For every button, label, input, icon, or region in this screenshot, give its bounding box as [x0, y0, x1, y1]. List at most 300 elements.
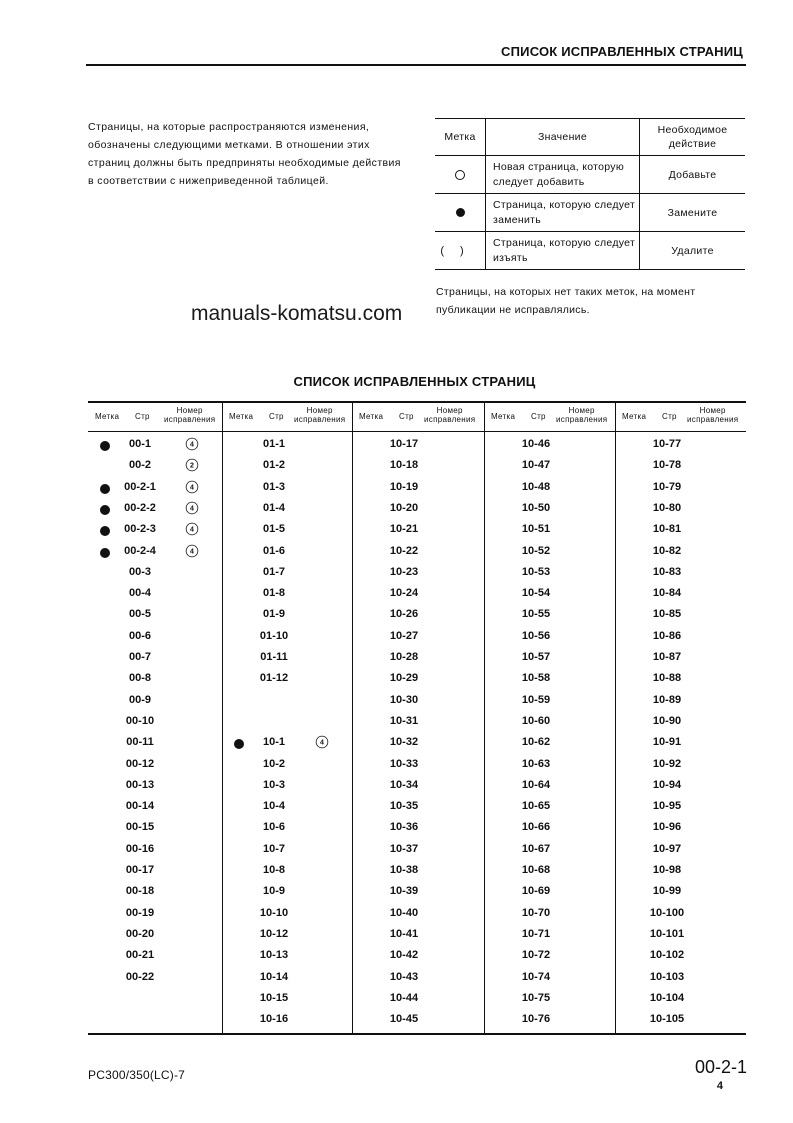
page-list-row: [615, 564, 746, 585]
legend-row-remove: [435, 232, 745, 270]
page-list-row: [615, 905, 746, 926]
filled-circle-icon: [100, 441, 110, 451]
page-number: 10-99: [652, 885, 682, 898]
page-number: 10-32: [389, 736, 419, 749]
page-number: 10-40: [389, 906, 419, 919]
page-number: 10-30: [389, 693, 419, 706]
page-list-row: [88, 692, 222, 713]
page-number: 10-51: [521, 523, 551, 536]
page-list-row: [615, 457, 746, 478]
page-list-row: [484, 798, 615, 819]
page-list-column: [352, 401, 484, 1034]
page-number: 01-7: [262, 565, 286, 578]
column-header-revision: [164, 406, 215, 424]
page-list-row: [222, 649, 352, 670]
page-number: 10-76: [521, 1013, 551, 1026]
page-number: 10-90: [652, 714, 682, 727]
column-header-revision-line2: исправления: [294, 415, 346, 424]
column-header-revision: [556, 406, 607, 424]
page-number: 10-46: [521, 438, 551, 450]
page-number: 10-105: [649, 1013, 685, 1026]
revision-number: 2: [186, 459, 198, 471]
page-list-row: [352, 734, 484, 755]
page-list-row: [615, 713, 746, 734]
page-list-row: [615, 926, 746, 947]
page-number: 10-89: [652, 693, 682, 706]
page-list-row: [484, 905, 615, 926]
page-number: 10-16: [259, 1013, 289, 1026]
column-header-revision: [294, 406, 345, 424]
page-list-row: [352, 841, 484, 862]
page-header-title: СПИСОК ИСПРАВЛЕННЫХ СТРАНИЦ: [501, 44, 743, 59]
footer-model: PC300/350(LC)-7: [88, 1068, 186, 1082]
page-list-row: [484, 649, 615, 670]
page-number: 10-44: [389, 991, 419, 1004]
page-list-row: [88, 841, 222, 862]
page-number: 10-50: [521, 501, 551, 514]
page-list-row: [484, 436, 615, 457]
page-list-row: [222, 841, 352, 862]
page-list-column: [222, 401, 352, 1034]
page-number: 00-2-1: [124, 480, 156, 493]
footer-page-number: 00-2-1: [694, 1057, 747, 1077]
page-list-row: [352, 1011, 484, 1032]
column-divider: [484, 401, 485, 1034]
page-number: 10-1: [262, 736, 286, 749]
page-list-row: [88, 457, 222, 478]
page-number: 10-103: [649, 970, 685, 983]
page-number: 10-36: [389, 821, 419, 834]
page-number: 10-4: [262, 800, 286, 813]
column-header-revision-line2: исправления: [424, 415, 476, 424]
page-number: 00-8: [128, 672, 152, 685]
page-number: 00-2-3: [124, 523, 156, 536]
filled-circle-icon: [100, 526, 110, 536]
page-list-row: [615, 436, 746, 457]
page-number: 00-14: [125, 800, 155, 813]
page-number: 10-41: [389, 927, 419, 940]
column-header-revision: [424, 406, 475, 424]
page-list-row: [484, 564, 615, 585]
page-number: 00-16: [125, 842, 155, 855]
page-list-row: [222, 777, 352, 798]
page-list-row: [484, 734, 615, 755]
page-number: 10-65: [521, 800, 551, 813]
page-number: 10-38: [389, 864, 419, 876]
page-number: 10-104: [649, 991, 685, 1004]
page-list-row: [615, 734, 746, 755]
page-number: 00-3: [128, 565, 152, 578]
page-list-row: [88, 628, 222, 649]
revision-number: 4: [186, 502, 198, 514]
page-list-row: [88, 585, 222, 606]
page-number: 10-53: [521, 565, 551, 578]
page-list-row: [352, 585, 484, 606]
page-list-row: [352, 628, 484, 649]
page-number: 10-70: [521, 906, 551, 919]
page-number: 10-42: [389, 949, 419, 962]
page-list-row: [222, 564, 352, 585]
page-list-row: [615, 670, 746, 691]
page-number: 00-9: [128, 693, 152, 706]
page-number: 10-92: [652, 757, 682, 770]
page-list-row: [352, 756, 484, 777]
page-number: 10-64: [521, 778, 551, 791]
page-number: 10-79: [652, 480, 682, 493]
column-header-mark: Метка: [359, 412, 384, 421]
legend-action: Замените: [667, 206, 718, 219]
page-list-row: [222, 905, 352, 926]
page-number: 10-3: [262, 778, 286, 791]
page-number: 10-68: [521, 864, 551, 876]
page-number: 00-2-4: [124, 544, 156, 557]
page-number: 10-20: [389, 501, 419, 514]
legend-meaning: Страница, которую следует заменить: [486, 194, 640, 231]
page-list-row: [615, 862, 746, 883]
page-list-row: [88, 479, 222, 500]
page-list-column: [484, 401, 615, 1034]
page-number: 10-87: [652, 651, 682, 663]
page-number: 10-81: [652, 523, 682, 536]
page-list-row: [222, 798, 352, 819]
page-number: 10-31: [389, 714, 419, 727]
page-list-row: [88, 969, 222, 990]
page-number: 01-9: [262, 608, 286, 621]
page-list-row: [484, 628, 615, 649]
page-number: 10-29: [389, 672, 419, 685]
page-number: 10-39: [389, 885, 419, 898]
page-list-row: [352, 543, 484, 564]
parentheses-icon: (): [435, 232, 486, 269]
revised-pages-table: [88, 401, 746, 1035]
page-number: 00-22: [125, 970, 155, 983]
page-number: 00-11: [126, 736, 154, 749]
page-number: 01-11: [260, 651, 288, 663]
page-list-row: [222, 713, 352, 734]
revision-number: 4: [186, 544, 198, 556]
page-list-row: [88, 819, 222, 840]
page-list-row: [615, 969, 746, 990]
page-number: 10-33: [389, 757, 419, 770]
page-number: 01-2: [262, 459, 286, 472]
page-list-row: [615, 628, 746, 649]
page-list-row: [222, 543, 352, 564]
column-header-page: Стр: [135, 412, 150, 421]
page-number: 00-6: [128, 629, 152, 642]
legend-row-replace: [435, 194, 745, 232]
page-list-row: [484, 606, 615, 627]
page-number: 10-88: [652, 672, 682, 685]
page-number: 10-97: [652, 842, 682, 855]
page-list-row: [484, 670, 615, 691]
column-header-page: Стр: [662, 412, 677, 421]
page-number: 10-75: [521, 991, 551, 1004]
page-number: 01-4: [262, 501, 286, 514]
page-number: 10-77: [652, 438, 682, 450]
legend-row-add: [435, 156, 745, 194]
page-list-row: [352, 649, 484, 670]
page-list-row: [222, 969, 352, 990]
page-number: 10-74: [521, 970, 551, 983]
page-list-row: [615, 521, 746, 542]
page-list-row: [88, 649, 222, 670]
revision-number: 4: [186, 438, 198, 450]
page-number: 10-19: [389, 480, 419, 493]
page-number: 10-45: [389, 1013, 419, 1026]
page-list-row: [88, 947, 222, 968]
page-list-row: [352, 457, 484, 478]
page-list-row: [484, 819, 615, 840]
legend-meaning: Новая страница, которую следует добавить: [486, 156, 640, 193]
page-number: 01-10: [259, 629, 289, 642]
page-list-row: [222, 628, 352, 649]
footer-revision: 4: [716, 1080, 723, 1092]
column-header-mark: Метка: [229, 412, 254, 421]
page-number: 00-21: [125, 949, 155, 962]
page-number: 10-80: [652, 501, 682, 514]
column-header-revision-line1: Номер: [306, 406, 333, 415]
page-list-row: [88, 670, 222, 691]
page-number: 10-37: [389, 842, 419, 855]
watermark-link[interactable]: manuals-komatsu.com: [191, 302, 403, 325]
column-header-revision: [687, 406, 738, 424]
page-number: 10-28: [389, 651, 419, 663]
page-list-row: [88, 436, 222, 457]
page-list-row: [352, 926, 484, 947]
page-list-column: [615, 401, 746, 1034]
page-list-row: [352, 713, 484, 734]
page-list-row: [484, 756, 615, 777]
page-list-row: [222, 500, 352, 521]
page-list-row: [352, 606, 484, 627]
column-header-revision-line2: исправления: [556, 415, 608, 424]
revision-number: 4: [186, 523, 198, 535]
page-number: 00-17: [125, 864, 155, 876]
page-number: 00-12: [125, 757, 155, 770]
column-header-mark: Метка: [95, 412, 120, 421]
page-number: 10-59: [521, 693, 551, 706]
page-list-row: [484, 841, 615, 862]
page-list-row: [352, 777, 484, 798]
page-number: 10-34: [389, 778, 419, 791]
page-number: 00-5: [128, 608, 152, 621]
page-list-row: [222, 1011, 352, 1032]
page-number: 10-63: [521, 757, 551, 770]
page-list-row: [352, 883, 484, 904]
filled-circle-icon: [435, 194, 486, 231]
page-number: 00-20: [125, 927, 155, 940]
page-list-row: [615, 756, 746, 777]
page-number: 01-3: [262, 480, 286, 493]
page-list-row: [88, 564, 222, 585]
page-number: 10-55: [521, 608, 551, 621]
page-number: 10-56: [521, 629, 551, 642]
column-header-mark: Метка: [622, 412, 647, 421]
column-header-revision-line2: исправления: [687, 415, 739, 424]
page-list-row: [222, 756, 352, 777]
legend-action: Добавьте: [668, 168, 717, 181]
page-number: 10-17: [389, 438, 419, 450]
page-number: 10-18: [389, 459, 419, 472]
header-rule: [86, 64, 746, 66]
page-number: 00-19: [125, 906, 155, 919]
page-list-row: [484, 883, 615, 904]
page-number: 10-26: [389, 608, 419, 621]
page-list-row: [352, 905, 484, 926]
page-number: 10-91: [652, 736, 682, 749]
page-number: 00-7: [128, 651, 152, 663]
page-list-row: [615, 947, 746, 968]
page-number: 10-9: [262, 885, 286, 898]
page-list-row: [88, 543, 222, 564]
page-list-row: [484, 713, 615, 734]
page-number: 10-94: [652, 778, 682, 791]
legend-header-action: Необходимое действие: [657, 124, 728, 150]
filled-circle-icon: [100, 484, 110, 494]
legend-note: Страницы, на которых нет таких меток, на момент публикации не исправлялись.: [436, 286, 696, 316]
page-number: 01-12: [259, 672, 289, 685]
legend-action: Удалите: [671, 244, 714, 257]
page-list-row: [222, 692, 352, 713]
page-list-row: [222, 883, 352, 904]
page-number: 10-71: [521, 927, 551, 940]
page-list-row: [222, 436, 352, 457]
page-number: 00-2-2: [124, 501, 156, 514]
page-list-row: [615, 990, 746, 1011]
page-number: 10-21: [389, 523, 419, 536]
page-list-row: [88, 713, 222, 734]
filled-circle-icon: [100, 548, 110, 558]
page-list-row: [484, 862, 615, 883]
page-number: 10-84: [652, 587, 682, 600]
page-list-row: [484, 457, 615, 478]
page-number: 10-47: [521, 459, 551, 472]
page-list-row: [222, 606, 352, 627]
page-number: 00-15: [125, 821, 155, 834]
page-list-row: [615, 479, 746, 500]
page-number: 10-14: [259, 970, 289, 983]
column-divider: [352, 401, 353, 1034]
filled-circle-icon: [234, 739, 244, 749]
page-number: 10-23: [389, 565, 419, 578]
page-list-row: [484, 1011, 615, 1032]
page-list-row: [615, 819, 746, 840]
page-number: 00-18: [125, 885, 155, 898]
column-header-mark: Метка: [491, 412, 516, 421]
column-header-revision-line1: Номер: [436, 406, 463, 415]
page-number: 10-86: [652, 629, 682, 642]
mark-legend-table: [435, 118, 745, 270]
page-list-row: [615, 777, 746, 798]
page-list-row: [615, 585, 746, 606]
page-list-row: [615, 606, 746, 627]
page-list-row: [352, 479, 484, 500]
page-number: 10-72: [521, 949, 551, 962]
page-list-row: [484, 585, 615, 606]
page-list-row: [222, 457, 352, 478]
page-list-row: [615, 500, 746, 521]
page-list-row: [484, 543, 615, 564]
page-list-row: [484, 692, 615, 713]
legend-header-meaning: Значение: [486, 119, 640, 155]
column-header-revision-line1: Номер: [699, 406, 726, 415]
page-number: 10-83: [652, 565, 682, 578]
page-list-row: [352, 819, 484, 840]
page-list-row: [484, 521, 615, 542]
page-list-row: [352, 436, 484, 457]
column-header: [615, 401, 746, 431]
page-number: 10-102: [649, 949, 685, 962]
page-list-row: [222, 670, 352, 691]
page-list-row: [615, 649, 746, 670]
page-number: 00-1: [128, 438, 152, 450]
page-list-row: [88, 777, 222, 798]
page-list-row: [222, 479, 352, 500]
page-number: 00-13: [125, 778, 155, 791]
column-header: [352, 401, 484, 431]
page-list-row: [352, 564, 484, 585]
page-number: 10-43: [389, 970, 419, 983]
revision-number: 4: [316, 736, 328, 748]
page-number: 10-15: [259, 991, 289, 1004]
page-list-row: [88, 734, 222, 755]
page-number: 10-66: [521, 821, 551, 834]
page-number: 10-95: [652, 800, 682, 813]
page-number: 10-22: [389, 544, 419, 557]
page-list-row: [484, 969, 615, 990]
page-list-row: [484, 947, 615, 968]
column-header-page: Стр: [399, 412, 414, 421]
open-circle-icon: [435, 156, 486, 193]
page-list-row: [352, 862, 484, 883]
page-list-row: [222, 521, 352, 542]
page-number: 01-5: [262, 523, 286, 536]
page-list-row: [484, 777, 615, 798]
page-list-title: СПИСОК ИСПРАВЛЕННЫХ СТРАНИЦ: [293, 374, 536, 389]
page-list-row: [615, 1011, 746, 1032]
page-number: 10-24: [389, 587, 419, 600]
page-number: 10-35: [389, 800, 419, 813]
page-number: 10-6: [262, 821, 286, 834]
page-list-row: [615, 841, 746, 862]
column-header: [222, 401, 352, 431]
page-list-row: [484, 990, 615, 1011]
page-number: 10-58: [521, 672, 551, 685]
page-number: 10-54: [521, 587, 551, 600]
page-list-row: [352, 670, 484, 691]
page-number: 10-101: [649, 927, 685, 940]
page-list-row: [484, 926, 615, 947]
page-list-row: [222, 862, 352, 883]
page-list-row: [352, 969, 484, 990]
page-number: 10-27: [389, 629, 419, 642]
column-header-revision-line2: исправления: [164, 415, 216, 424]
column-divider: [615, 401, 616, 1034]
legend-meaning: Страница, которую следует изъять: [486, 232, 640, 269]
intro-paragraph: Страницы, на которые распространяются изменения, обозначены следующими метками. В отношении этих страниц должны быть предприняты необходимые действия в соответствии с нижеприведенной таблицей.: [88, 121, 401, 187]
page-number: 10-13: [259, 949, 289, 962]
page-number: 01-8: [262, 587, 286, 600]
column-divider: [222, 401, 223, 1034]
page-number: 10-7: [262, 842, 286, 855]
page-number: 10-52: [521, 544, 551, 557]
page-list-row: [222, 926, 352, 947]
page-list-row: [484, 500, 615, 521]
page-list-row: [88, 500, 222, 521]
page-number: 10-57: [521, 651, 551, 663]
page-list-row: [352, 500, 484, 521]
page-number: 10-10: [259, 906, 289, 919]
